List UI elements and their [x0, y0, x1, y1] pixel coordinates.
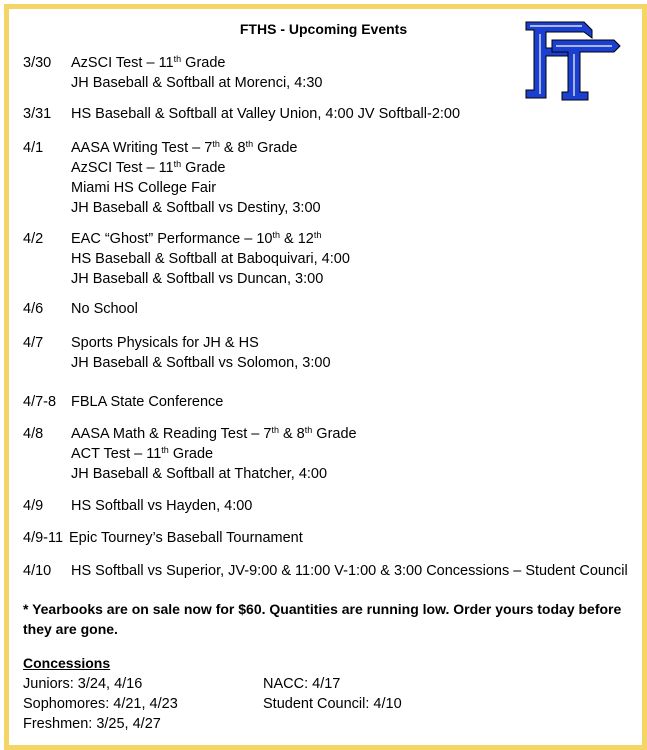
event-text: FBLA State Conference	[71, 394, 224, 410]
event-text: JH Baseball & Softball at Thatcher, 4:00	[71, 466, 328, 482]
event-date: 3/30	[23, 55, 52, 71]
concession-item: Freshmen: 3/25, 4/27	[23, 716, 161, 732]
event-text: HS Baseball & Softball at Baboquivari, 4:00	[71, 251, 350, 267]
concession-item: Juniors: 3/24, 4/16	[23, 676, 143, 692]
concession-item: Sophomores: 4/21, 4/23	[23, 696, 178, 712]
event-date: 4/1	[23, 140, 44, 156]
event-date: 4/8	[23, 426, 44, 442]
event-text: HS Softball vs Hayden, 4:00	[71, 498, 253, 514]
event-text: Miami HS College Fair	[71, 180, 217, 196]
fths-logo	[522, 18, 622, 104]
concessions-heading: Concessions	[23, 655, 111, 671]
event-text: HS Softball vs Superior, JV-9:00 & 11:00 V-1:00 & 3:00 Concessions – Student Council	[71, 563, 628, 579]
event-text: AASA Math & Reading Test – 7th & 8th Grade	[71, 425, 357, 442]
event-date: 4/7	[23, 335, 44, 351]
event-date: 4/2	[23, 231, 44, 247]
event-text: AASA Writing Test – 7th & 8th Grade	[71, 139, 298, 156]
event-date: 4/9-11	[23, 530, 64, 546]
event-date: 4/7-8	[23, 394, 57, 410]
event-text: JH Baseball & Softball vs Duncan, 3:00	[71, 271, 324, 287]
concession-item: NACC: 4/17	[263, 676, 341, 692]
event-text: EAC “Ghost” Performance – 10th & 12th	[71, 230, 322, 247]
event-date: 4/10	[23, 563, 52, 579]
event-date: 4/9	[23, 498, 44, 514]
event-text: No School	[71, 301, 138, 317]
event-text: JH Baseball & Softball at Morenci, 4:30	[71, 75, 323, 91]
event-text: JH Baseball & Softball vs Destiny, 3:00	[71, 200, 321, 216]
event-date: 3/31	[23, 106, 52, 122]
event-text: JH Baseball & Softball vs Solomon, 3:00	[71, 355, 331, 371]
event-text: Sports Physicals for JH & HS	[71, 335, 259, 351]
yearbook-note: * Yearbooks are on sale now for $60. Quantities are running low. Order yours today before they are gone.	[23, 601, 622, 637]
concession-item: Student Council: 4/10	[263, 696, 402, 712]
event-text: AzSCI Test – 11th Grade	[71, 159, 226, 176]
event-text: ACT Test – 11th Grade	[71, 445, 214, 462]
event-text: AzSCI Test – 11th Grade	[71, 54, 226, 71]
event-date: 4/6	[23, 301, 44, 317]
event-text: Epic Tourney’s Baseball Tournament	[69, 530, 303, 546]
event-text: HS Baseball & Softball at Valley Union, 4:00 JV Softball-2:00	[71, 106, 461, 122]
page-title: FTHS - Upcoming Events	[239, 21, 408, 37]
